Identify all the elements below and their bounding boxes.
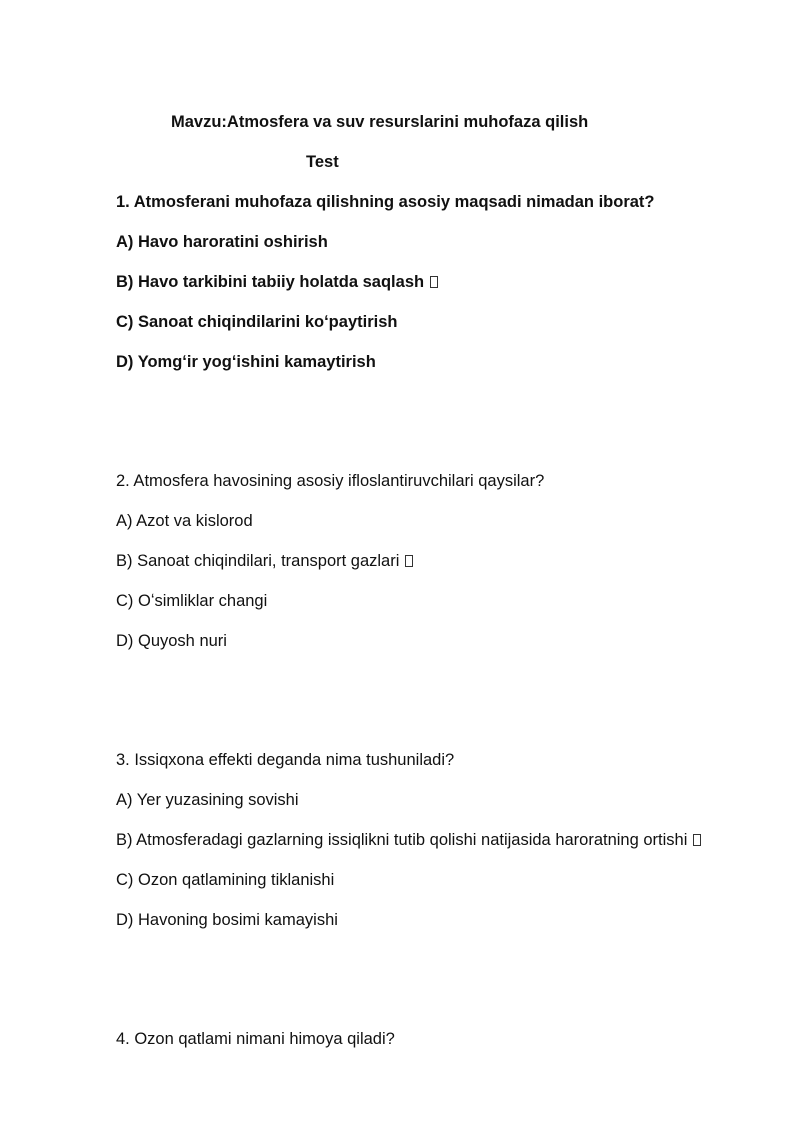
question-2-option-d: D) Quyosh nuri xyxy=(116,632,227,650)
answer-mark-icon xyxy=(693,834,701,846)
question-1-text: 1. Atmosferani muhofaza qilishning asosiy maqsadi nimadan iborat? xyxy=(116,193,655,211)
option-label: B) Havo tarkibini tabiiy holatda saqlash xyxy=(116,273,425,291)
question-4-text: 4. Ozon qatlami nimani himoya qiladi? xyxy=(116,1030,395,1048)
answer-mark-icon xyxy=(430,276,438,288)
question-1-option-d: D) Yomgʻir yogʻishini kamaytirish xyxy=(116,353,376,371)
document-title: Mavzu:Atmosfera va suv resurslarini muhofaza qilish xyxy=(171,113,589,131)
question-2-option-c: C) Oʻsimliklar changi xyxy=(116,592,268,610)
question-3-option-c: C) Ozon qatlamining tiklanishi xyxy=(116,871,335,889)
question-2-option-a: A) Azot va kislorod xyxy=(116,512,253,530)
question-2-text: 2. Atmosfera havosining asosiy ifloslantiruvchilari qaysilar? xyxy=(116,472,545,490)
option-label: B) Atmosferadagi gazlarning issiqlikni tutib qolishi natijasida haroratning ortishi xyxy=(116,831,688,849)
option-label: B) Sanoat chiqindilari, transport gazlari xyxy=(116,552,400,570)
question-3-option-b xyxy=(116,829,701,851)
question-1-option-c: C) Sanoat chiqindilarini koʻpaytirish xyxy=(116,313,398,331)
question-1-option-b xyxy=(116,271,438,293)
question-1-option-a: A) Havo haroratini oshirish xyxy=(116,233,328,251)
question-3-option-d: D) Havoning bosimi kamayishi xyxy=(116,911,338,929)
question-2-option-b xyxy=(116,550,413,572)
question-3-text: 3. Issiqxona effekti deganda nima tushuniladi? xyxy=(116,751,455,769)
question-3-option-a: A) Yer yuzasining sovishi xyxy=(116,791,299,809)
answer-mark-icon xyxy=(405,555,413,567)
document-subtitle: Test xyxy=(306,153,339,171)
